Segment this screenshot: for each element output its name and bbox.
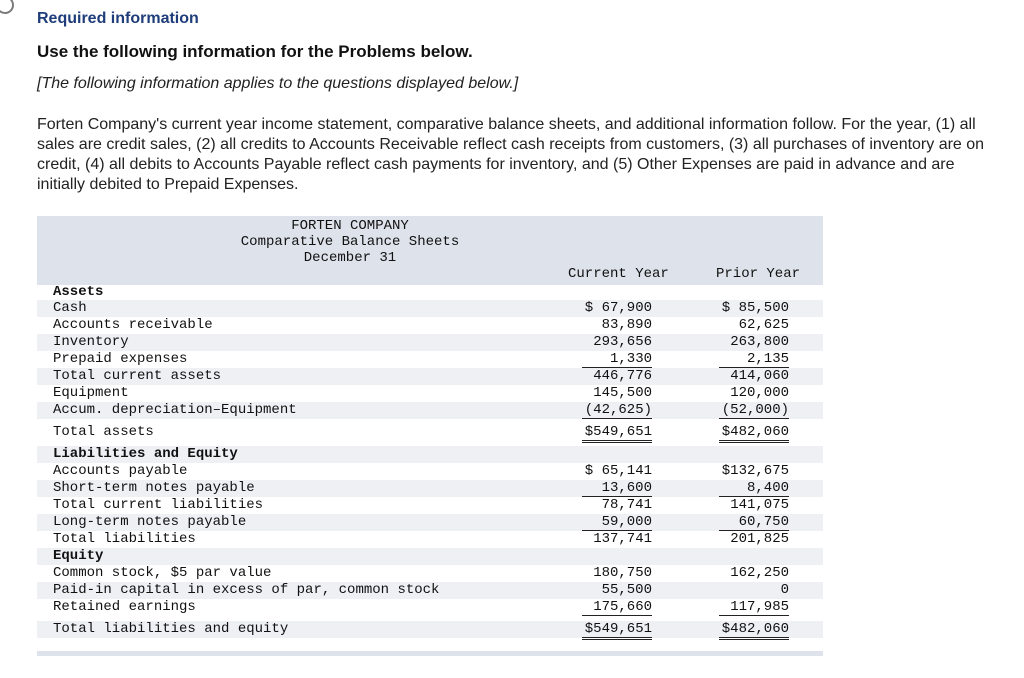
row-label: Total current liabilities xyxy=(53,497,264,513)
table-row xyxy=(37,424,823,441)
table-row xyxy=(37,385,823,402)
current-year-value: 180,750 xyxy=(593,565,652,581)
current-year-value: 446,776 xyxy=(593,368,652,384)
applies-note: [The following information applies to the questions displayed below.] xyxy=(37,75,519,92)
prior-year-value: 2,135 xyxy=(719,351,789,368)
row-label: Inventory xyxy=(53,334,129,350)
current-year-value: 78,741 xyxy=(601,497,652,513)
table-row xyxy=(37,621,823,638)
current-year-value: 59,000 xyxy=(582,514,652,531)
current-year-value: $549,651 xyxy=(582,424,652,443)
table-footer-band xyxy=(37,651,823,656)
row-label: Prepaid expenses xyxy=(53,351,188,367)
row-label: Accounts receivable xyxy=(53,317,213,333)
table-row xyxy=(37,599,823,616)
row-label: Paid-in capital in excess of par, common stock xyxy=(53,582,440,598)
current-year-value: $ 65,141 xyxy=(584,463,652,479)
prior-year-value: (52,000) xyxy=(719,402,789,419)
prior-year-value: 0 xyxy=(780,582,789,598)
row-label: Equity xyxy=(53,548,104,564)
statement-date: December 31 xyxy=(303,250,397,266)
required-information-heading: Required information xyxy=(37,10,199,27)
prior-year-value: 201,825 xyxy=(730,531,789,547)
current-year-value: $549,651 xyxy=(582,621,652,640)
table-row xyxy=(37,497,823,514)
table-row xyxy=(37,548,823,565)
current-year-value: 137,741 xyxy=(593,531,652,547)
prior-year-value: 141,075 xyxy=(730,497,789,513)
current-year-value: 293,656 xyxy=(593,334,652,350)
table-row xyxy=(37,317,823,334)
column-header-prior-year: Prior Year xyxy=(716,266,801,282)
balance-sheet-table xyxy=(37,216,823,656)
table-row xyxy=(37,402,823,419)
prior-year-value: 117,985 xyxy=(719,599,789,616)
row-label: Common stock, $5 par value xyxy=(53,565,272,581)
row-label: Short-term notes payable xyxy=(53,480,255,496)
radio-indicator xyxy=(0,0,14,14)
table-row xyxy=(37,565,823,582)
row-label: Cash xyxy=(53,300,87,316)
prior-year-value: 263,800 xyxy=(730,334,789,350)
row-label: Long-term notes payable xyxy=(53,514,247,530)
statement-title: Comparative Balance Sheets xyxy=(240,234,460,250)
prior-year-value: 8,400 xyxy=(719,480,789,497)
current-year-value: 83,890 xyxy=(601,317,652,333)
row-label: Assets xyxy=(53,284,104,300)
prior-year-value: 120,000 xyxy=(730,385,789,401)
table-row xyxy=(37,351,823,368)
table-row xyxy=(37,368,823,385)
prior-year-value: 62,625 xyxy=(738,317,789,333)
prior-year-value: 162,250 xyxy=(730,565,789,581)
table-row xyxy=(37,514,823,531)
instruction-heading: Use the following information for the Problems below. xyxy=(37,42,473,61)
table-row xyxy=(37,480,823,497)
intro-paragraph: Forten Company's current year income statement, comparative balance sheets, and additional information follow. For the year, (1) all sales are credit sales, (2) all credits to Accounts Receivable reflect cash receipts from customers, (3) all purchases of inventory are on credit, (4) all debits to Accounts Payable reflect cash payments for inventory, and (5) Other Expenses are paid in advance and are initially debited to Prepaid Expenses. xyxy=(37,116,985,193)
table-row xyxy=(37,531,823,548)
row-label: Accounts payable xyxy=(53,463,188,479)
prior-year-value: $ 85,500 xyxy=(721,300,789,316)
prior-year-value: 60,750 xyxy=(719,514,789,531)
current-year-value: 1,330 xyxy=(582,351,652,368)
row-label: Equipment xyxy=(53,385,129,401)
column-header-current-year: Current Year xyxy=(568,266,669,282)
current-year-value: 55,500 xyxy=(601,582,652,598)
prior-year-value: $132,675 xyxy=(721,463,789,479)
current-year-value: 13,600 xyxy=(582,480,652,497)
current-year-value: $ 67,900 xyxy=(584,300,652,316)
row-label: Total liabilities and equity xyxy=(53,621,289,637)
prior-year-value: $482,060 xyxy=(719,621,789,640)
current-year-value: 175,660 xyxy=(582,599,652,616)
row-label: Liabilities and Equity xyxy=(53,446,238,462)
row-label: Total assets xyxy=(53,424,154,440)
prior-year-value: 414,060 xyxy=(730,368,789,384)
current-year-value: 145,500 xyxy=(593,385,652,401)
table-row xyxy=(37,284,823,301)
table-row xyxy=(37,334,823,351)
prior-year-value: $482,060 xyxy=(719,424,789,443)
row-label: Total liabilities xyxy=(53,531,196,547)
table-row xyxy=(37,300,823,317)
table-row xyxy=(37,582,823,599)
table-row xyxy=(37,446,823,463)
row-label: Retained earnings xyxy=(53,599,196,615)
company-name: FORTEN COMPANY xyxy=(291,218,409,234)
table-row xyxy=(37,463,823,480)
row-label: Total current assets xyxy=(53,368,222,384)
current-year-value: (42,625) xyxy=(582,402,652,419)
row-label: Accum. depreciation–Equipment xyxy=(53,402,297,418)
